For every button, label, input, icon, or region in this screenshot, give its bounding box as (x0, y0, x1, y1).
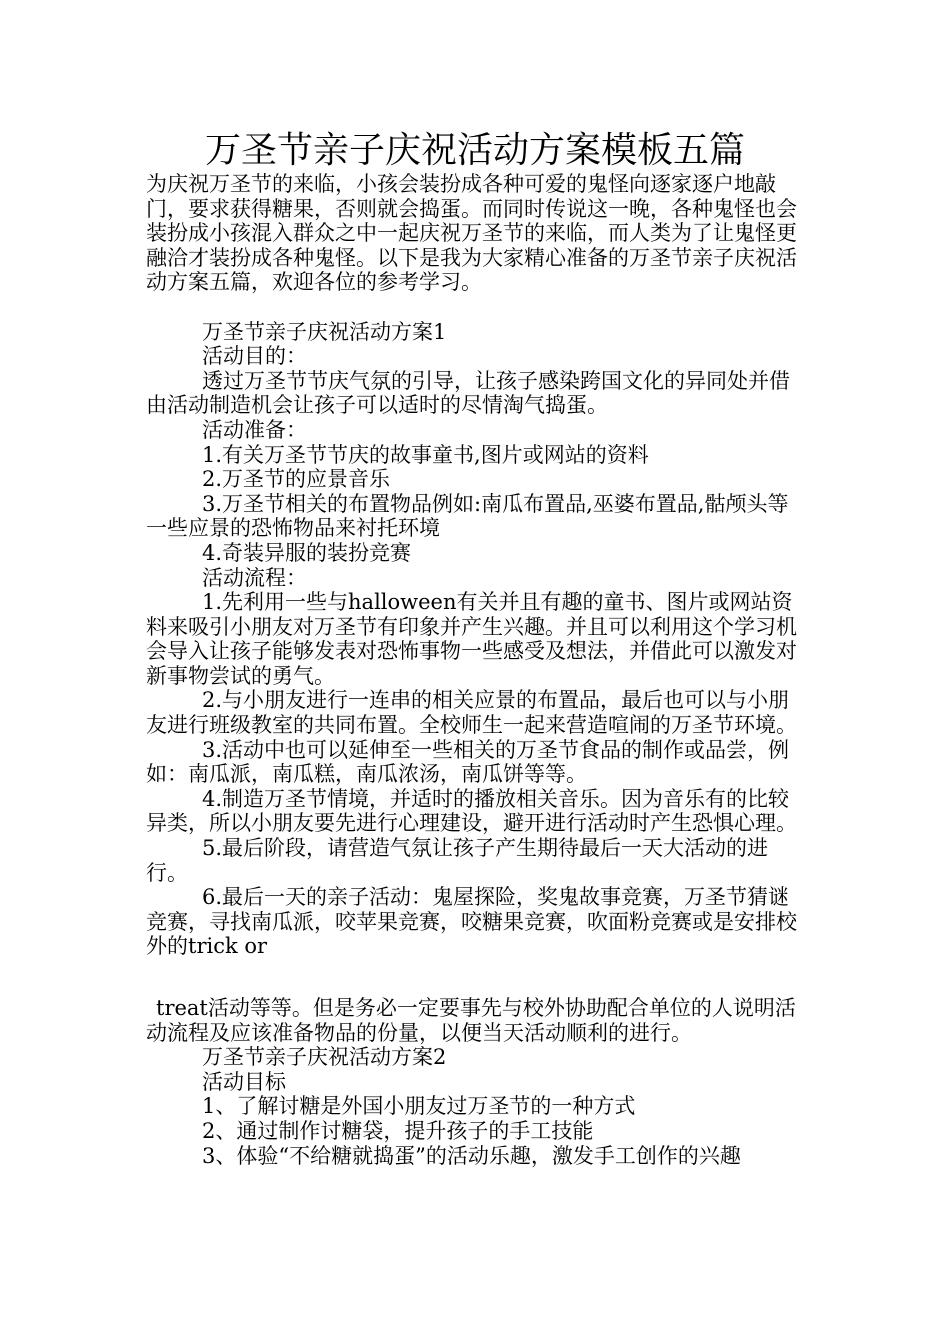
flow-item: 4.制造万圣节情境，并适时的播放相关音乐。因为音乐有的比较异类，所以小朋友要先进行心理建设，避开进行活动时产生恐惧心理。 (146, 786, 797, 836)
flow-item: 1.先利用一些与halloween有关并且有趣的童书、图片或网站资料来吸引小朋友对万圣节有印象并产生兴趣。并且可以利用这个学习机会导入让孩子能够发表对恐怖事物一些感受及想法，并借此可以激发对新事物尝试的勇气。 (146, 590, 797, 688)
flow-item: 5.最后阶段，请营造气氛让孩子产生期待最后一天大活动的进行。 (146, 836, 769, 885)
goal-item: 3、体验“不给糖就捣蛋”的活动乐趣，激发手工创作的兴趣 (202, 1143, 741, 1168)
prep-item: 1.有关万圣节节庆的故事童书,图片或网站的资料 (202, 442, 649, 467)
section1-goal-text: 透过万圣节节庆气氛的引导，让孩子感染跨国文化的异同处并借由活动制造机会让孩子可以适时的尽情淘气捣蛋。 (146, 368, 790, 418)
section2-goal-label: 活动目标 (202, 1069, 286, 1094)
section1-goal-label: 活动目的： (202, 344, 307, 369)
flow-item: 2.与小朋友进行一连串的相关应景的布置品，最后也可以与小朋友进行班级教室的共同布置。全校师生一起来营造喧闹的万圣节环境。 (146, 688, 797, 738)
intro-paragraph: 为庆祝万圣节的来临，小孩会装扮成各种可爱的鬼怪向逐家逐户地敲门，要求获得糖果，否则就会捣蛋。而同时传说这一晚，各种鬼怪也会装扮成小孩混入群众之中一起庆祝万圣节的来临，而人类为了让鬼怪更融洽才装扮成各种鬼怪。以下是我为大家精心准备的万圣节亲子庆祝活动方案五篇，欢迎各位的参考学习。 (146, 172, 797, 295)
section2-heading: 万圣节亲子庆祝活动方案2 (202, 1045, 447, 1070)
goal-item: 2、通过制作讨糖袋，提升孩子的手工技能 (202, 1118, 594, 1143)
prep-item: 3.万圣节相关的布置物品例如:南瓜布置品,巫婆布置品,骷颅头等一些应景的恐怖物品来衬托环境 (146, 491, 789, 541)
spacer (146, 295, 806, 320)
prep-item: 2.万圣节的应景音乐 (202, 467, 391, 492)
section1-heading: 万圣节亲子庆祝活动方案1 (202, 319, 447, 344)
prep-item: 4.奇装异服的装扮竞赛 (202, 540, 412, 565)
page-title: 万圣节亲子庆祝活动方案模板五篇 (204, 130, 745, 171)
flow-item: 3.活动中也可以延伸至一些相关的万圣节食品的制作或品尝，例如：南瓜派，南瓜糕，南瓜浓汤，南瓜饼等等。 (146, 737, 790, 787)
document-body (146, 172, 806, 1168)
flow-continuation: treat活动等等。但是务必一定要事先与校外协助配合单位的人说明活动流程及应该准备物品的份量，以便当天活动顺利的进行。 (146, 996, 796, 1045)
spacer (146, 959, 806, 996)
section1-prep-label: 活动准备： (202, 417, 307, 442)
section1-flow-label: 活动流程： (202, 565, 307, 590)
goal-item: 1、了解讨糖是外国小朋友过万圣节的一种方式 (202, 1094, 636, 1119)
flow-item: 6.最后一天的亲子活动：鬼屋探险，奖鬼故事竞赛，万圣节猜谜竞赛，寻找南瓜派，咬苹果竞赛，咬糖果竞赛，吹面粉竞赛或是安排校外的trick or (146, 885, 797, 959)
